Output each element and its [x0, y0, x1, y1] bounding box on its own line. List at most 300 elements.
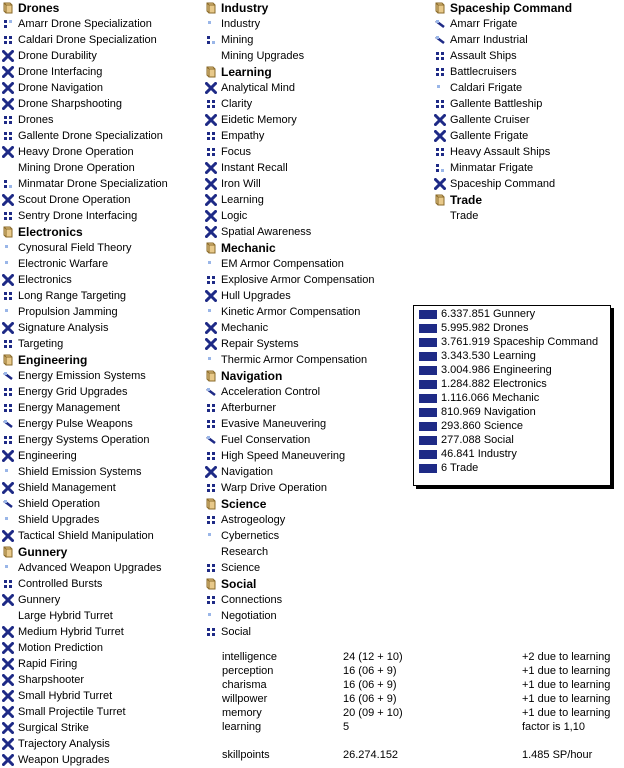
level-4-dots-icon	[435, 147, 445, 157]
skill-item[interactable]	[203, 256, 374, 272]
level-1-dot-icon	[206, 19, 216, 29]
book-icon	[2, 2, 14, 14]
level-1-dot-icon	[3, 259, 13, 269]
attribute-note: +1 due to learning	[522, 707, 611, 719]
book-icon	[205, 370, 217, 382]
category-header[interactable]	[0, 544, 168, 560]
skill-name: Shield Operation	[18, 498, 100, 510]
level-2-line-icon	[435, 35, 445, 45]
attribute-value: 16 (06 + 9)	[343, 665, 397, 677]
summary-bar	[419, 380, 437, 389]
skill-item[interactable]	[0, 656, 168, 672]
skill-item[interactable]	[0, 112, 168, 128]
book-icon	[205, 242, 217, 254]
skill-name: Surgical Strike	[18, 722, 89, 734]
skill-name: Caldari Frigate	[450, 82, 523, 94]
skill-item[interactable]	[0, 432, 168, 448]
summary-bar	[419, 310, 437, 319]
skill-name: Mining Upgrades	[221, 50, 305, 62]
skill-item[interactable]	[0, 496, 168, 512]
skill-name: Learning	[221, 194, 264, 206]
category-title: Drones	[18, 1, 60, 15]
summary-bar	[419, 408, 437, 417]
skill-name: Eidetic Memory	[221, 114, 297, 126]
skill-name: Signature Analysis	[18, 322, 109, 334]
skill-name: Trajectory Analysis	[18, 738, 110, 750]
skill-name: Negotiation	[221, 610, 277, 622]
level-5-x-icon	[2, 274, 14, 286]
summary-bar	[419, 338, 437, 347]
summary-row	[414, 461, 610, 475]
skill-name: Amarr Frigate	[450, 18, 518, 30]
summary-bar	[419, 352, 437, 361]
level-4-dots-icon	[206, 403, 216, 413]
attribute-row	[222, 664, 622, 678]
category-header[interactable]	[203, 240, 374, 256]
level-1-dot-icon	[3, 307, 13, 317]
level-4-dots-icon	[206, 515, 216, 525]
summary-bar	[419, 436, 437, 445]
category-title: Mechanic	[221, 241, 276, 255]
category-header[interactable]	[0, 352, 168, 368]
level-4-dots-icon	[206, 131, 216, 141]
skill-item[interactable]	[0, 672, 168, 688]
level-0-icon	[3, 163, 13, 173]
attribute-row	[222, 678, 622, 692]
category-title: Trade	[450, 193, 483, 207]
skill-item[interactable]	[0, 96, 168, 112]
skill-item[interactable]	[203, 512, 374, 528]
level-2-dots-icon	[3, 179, 13, 189]
attribute-label: intelligence	[222, 651, 278, 663]
skill-item[interactable]	[432, 16, 572, 32]
skill-item[interactable]	[0, 592, 168, 608]
skill-item[interactable]	[0, 704, 168, 720]
level-4-dots-icon	[206, 451, 216, 461]
level-5-x-icon	[2, 690, 14, 702]
level-4-dots-icon	[3, 35, 13, 45]
skill-item[interactable]	[203, 224, 374, 240]
level-5-x-icon	[2, 98, 14, 110]
level-1-dot-icon	[206, 531, 216, 541]
skill-item[interactable]	[432, 64, 572, 80]
book-icon	[205, 498, 217, 510]
skill-item[interactable]	[203, 464, 374, 480]
category-header[interactable]	[0, 224, 168, 240]
level-2-line-icon	[206, 387, 216, 397]
attribute-row	[222, 692, 622, 706]
skill-item[interactable]	[203, 96, 374, 112]
level-4-dots-icon	[3, 403, 13, 413]
skill-name: High Speed Maneuvering	[221, 450, 346, 462]
skill-item[interactable]	[203, 560, 374, 576]
book-icon	[2, 354, 14, 366]
skill-item[interactable]	[432, 80, 572, 96]
skill-name: Shield Management	[18, 482, 116, 494]
level-5-x-icon	[205, 226, 217, 238]
skill-item[interactable]	[203, 288, 374, 304]
summary-bar	[419, 464, 437, 473]
level-4-dots-icon	[435, 67, 445, 77]
level-2-line-icon	[3, 499, 13, 509]
skill-name: Evasive Maneuvering	[221, 418, 327, 430]
skill-item[interactable]	[203, 208, 374, 224]
skill-name: Afterburner	[221, 402, 277, 414]
summary-label: 1.116.066 Mechanic	[441, 392, 540, 404]
skill-item[interactable]	[203, 48, 374, 64]
skill-name: Research	[221, 546, 269, 558]
skill-name: Drone Durability	[18, 50, 97, 62]
skill-item[interactable]	[432, 160, 572, 176]
skill-item[interactable]	[0, 128, 168, 144]
skill-item[interactable]	[203, 624, 374, 640]
skill-item[interactable]	[432, 96, 572, 112]
skill-name: Gallente Drone Specialization	[18, 130, 163, 142]
level-1-dot-icon	[206, 259, 216, 269]
skill-item[interactable]	[0, 16, 168, 32]
level-5-x-icon	[434, 178, 446, 190]
skill-item[interactable]	[0, 560, 168, 576]
attribute-note: factor is 1,10	[522, 721, 585, 733]
skill-item[interactable]	[203, 448, 374, 464]
level-5-x-icon	[205, 194, 217, 206]
skill-name: Explosive Armor Compensation	[221, 274, 375, 286]
skill-name: EM Armor Compensation	[221, 258, 344, 270]
level-2-dots-icon	[206, 35, 216, 45]
skill-item[interactable]	[0, 160, 168, 176]
level-1-dot-icon	[3, 563, 13, 573]
level-5-x-icon	[205, 466, 217, 478]
summary-row	[414, 335, 610, 349]
attribute-note: 1.485 SP/hour	[522, 749, 593, 761]
level-5-x-icon	[205, 322, 217, 334]
skill-item[interactable]	[0, 400, 168, 416]
skill-name: Mechanic	[221, 322, 269, 334]
summary-label: 293.860 Science	[441, 420, 523, 432]
attribute-label: skillpoints	[222, 749, 270, 761]
skill-item[interactable]	[203, 272, 374, 288]
skill-name: Electronics	[18, 274, 72, 286]
level-1-dot-icon	[3, 467, 13, 477]
level-4-dots-icon	[3, 339, 13, 349]
category-header[interactable]	[203, 0, 374, 16]
level-4-dots-icon	[206, 275, 216, 285]
skill-item[interactable]	[0, 720, 168, 736]
attribute-label: memory	[222, 707, 262, 719]
skill-item[interactable]	[203, 112, 374, 128]
category-header[interactable]	[203, 496, 374, 512]
level-4-dots-icon	[435, 99, 445, 109]
category-header[interactable]	[203, 576, 374, 592]
skill-name: Energy Pulse Weapons	[18, 418, 133, 430]
skill-name: Fuel Conservation	[221, 434, 311, 446]
skill-name: Sentry Drone Interfacing	[18, 210, 138, 222]
skill-item[interactable]	[203, 320, 374, 336]
skill-item[interactable]	[432, 208, 572, 224]
skill-item[interactable]	[432, 32, 572, 48]
skill-name: Minmatar Frigate	[450, 162, 534, 174]
level-5-x-icon	[2, 530, 14, 542]
skill-name: Astrogeology	[221, 514, 286, 526]
skill-item[interactable]	[0, 176, 168, 192]
skill-item[interactable]	[0, 288, 168, 304]
skill-name: Targeting	[18, 338, 64, 350]
attribute-value: 5	[343, 721, 350, 733]
skill-item[interactable]	[432, 176, 572, 192]
level-5-x-icon	[205, 114, 217, 126]
skill-name: Gallente Cruiser	[450, 114, 530, 126]
category-title: Science	[221, 497, 267, 511]
skill-name: Empathy	[221, 130, 265, 142]
skill-name: Focus	[221, 146, 251, 158]
skillpoints-row	[222, 748, 622, 762]
level-2-line-icon	[3, 371, 13, 381]
skill-item[interactable]	[203, 352, 374, 368]
skill-name: Connections	[221, 594, 283, 606]
skill-name: Instant Recall	[221, 162, 288, 174]
level-4-dots-icon	[3, 291, 13, 301]
skillpoints-summary-panel	[413, 305, 611, 486]
category-header[interactable]	[432, 192, 572, 208]
level-5-x-icon	[2, 674, 14, 686]
skill-item[interactable]	[0, 608, 168, 624]
skill-name: Motion Prediction	[18, 642, 103, 654]
summary-label: 46.841 Industry	[441, 448, 517, 460]
skill-item[interactable]	[0, 208, 168, 224]
attribute-label: willpower	[222, 693, 268, 705]
summary-bar	[419, 422, 437, 431]
summary-label: 6 Trade	[441, 462, 479, 474]
skill-item[interactable]	[0, 528, 168, 544]
category-header[interactable]	[203, 368, 374, 384]
level-1-dots-icon	[3, 19, 13, 29]
level-2-line-icon	[435, 19, 445, 29]
skill-name: Hull Upgrades	[221, 290, 291, 302]
level-4-dots-icon	[206, 627, 216, 637]
skill-name: Trade	[450, 210, 479, 222]
level-5-x-icon	[205, 82, 217, 94]
skill-item[interactable]	[0, 32, 168, 48]
skill-name: Shield Upgrades	[18, 514, 100, 526]
skill-item[interactable]	[0, 192, 168, 208]
level-1-dot-icon	[206, 611, 216, 621]
level-0-icon	[206, 547, 216, 557]
skill-name: Industry	[221, 18, 261, 30]
level-5-x-icon	[2, 642, 14, 654]
skill-name: Sharpshooter	[18, 674, 85, 686]
skill-item[interactable]	[203, 32, 374, 48]
skill-name: Mining	[221, 34, 254, 46]
skill-item[interactable]	[0, 272, 168, 288]
skill-name: Gunnery	[18, 594, 61, 606]
skill-item[interactable]	[432, 144, 572, 160]
skill-item[interactable]	[0, 48, 168, 64]
skill-column-middle	[203, 0, 374, 640]
attribute-note: +2 due to learning	[522, 651, 611, 663]
skill-item[interactable]	[432, 128, 572, 144]
skill-item[interactable]	[0, 368, 168, 384]
level-4-dots-icon	[206, 563, 216, 573]
level-5-x-icon	[2, 594, 14, 606]
skill-item[interactable]	[203, 384, 374, 400]
attribute-value: 24 (12 + 10)	[343, 651, 403, 663]
summary-label: 3.761.919 Spaceship Command	[441, 336, 599, 348]
skill-name: Caldari Drone Specialization	[18, 34, 157, 46]
level-5-x-icon	[2, 82, 14, 94]
attribute-row	[222, 720, 622, 734]
book-icon	[2, 546, 14, 558]
summary-bar	[419, 366, 437, 375]
summary-row	[414, 321, 610, 335]
skill-item[interactable]	[203, 528, 374, 544]
category-title: Industry	[221, 1, 269, 15]
skill-item[interactable]	[0, 416, 168, 432]
skill-item[interactable]	[203, 304, 374, 320]
level-5-x-icon	[2, 738, 14, 750]
skill-name: Iron Will	[221, 178, 261, 190]
skill-item[interactable]	[0, 384, 168, 400]
summary-bar	[419, 324, 437, 333]
skill-item[interactable]	[0, 64, 168, 80]
skill-item[interactable]	[0, 320, 168, 336]
skill-name: Amarr Industrial	[450, 34, 528, 46]
skill-item[interactable]	[0, 144, 168, 160]
skill-item[interactable]	[203, 400, 374, 416]
skill-name: Spaceship Command	[450, 178, 556, 190]
skill-item[interactable]	[0, 512, 168, 528]
skill-item[interactable]	[0, 464, 168, 480]
skill-item[interactable]	[203, 176, 374, 192]
skill-item[interactable]	[0, 688, 168, 704]
level-4-dots-icon	[3, 579, 13, 589]
skill-name: Rapid Firing	[18, 658, 78, 670]
level-2-line-icon	[206, 435, 216, 445]
skill-name: Drone Sharpshooting	[18, 98, 122, 110]
skill-name: Logic	[221, 210, 248, 222]
skill-item[interactable]	[203, 480, 374, 496]
level-5-x-icon	[434, 114, 446, 126]
skill-item[interactable]	[203, 144, 374, 160]
skill-column-left	[0, 0, 168, 768]
attribute-row	[222, 706, 622, 720]
level-5-x-icon	[2, 482, 14, 494]
level-5-x-icon	[2, 754, 14, 766]
skill-name: Battlecruisers	[450, 66, 517, 78]
category-title: Spaceship Command	[450, 1, 573, 15]
skill-name: Scout Drone Operation	[18, 194, 131, 206]
skill-item[interactable]	[0, 640, 168, 656]
level-0-icon	[435, 211, 445, 221]
category-header[interactable]	[432, 0, 572, 16]
level-5-x-icon	[2, 322, 14, 334]
level-4-dots-icon	[3, 131, 13, 141]
level-5-x-icon	[2, 194, 14, 206]
skill-item[interactable]	[203, 128, 374, 144]
skill-item[interactable]	[0, 736, 168, 752]
level-5-x-icon	[2, 626, 14, 638]
level-5-x-icon	[434, 130, 446, 142]
skill-name: Energy Management	[18, 402, 121, 414]
category-header[interactable]	[0, 0, 168, 16]
skill-column-right	[432, 0, 572, 224]
skill-name: Minmatar Drone Specialization	[18, 178, 168, 190]
category-title: Navigation	[221, 369, 283, 383]
summary-row	[414, 419, 610, 433]
skill-item[interactable]	[203, 336, 374, 352]
skill-item[interactable]	[203, 416, 374, 432]
skill-name: Repair Systems	[221, 338, 299, 350]
book-icon	[434, 2, 446, 14]
skill-item[interactable]	[0, 304, 168, 320]
skill-item[interactable]	[0, 480, 168, 496]
level-5-x-icon	[205, 162, 217, 174]
attribute-label: learning	[222, 721, 262, 733]
skill-name: Assault Ships	[450, 50, 517, 62]
level-4-dots-icon	[3, 211, 13, 221]
skill-name: Social	[221, 626, 251, 638]
skill-name: Drone Navigation	[18, 82, 103, 94]
category-title: Engineering	[18, 353, 88, 367]
category-header[interactable]	[203, 64, 374, 80]
skill-name: Kinetic Armor Compensation	[221, 306, 361, 318]
level-4-dots-icon	[3, 387, 13, 397]
level-2-line-icon	[3, 419, 13, 429]
skill-item[interactable]	[0, 624, 168, 640]
skill-item[interactable]	[203, 592, 374, 608]
skill-item[interactable]	[0, 256, 168, 272]
level-1-dot-icon	[3, 243, 13, 253]
level-4-dots-icon	[3, 115, 13, 125]
skill-name: Gallente Battleship	[450, 98, 543, 110]
book-icon	[205, 66, 217, 78]
skill-item[interactable]	[203, 16, 374, 32]
level-5-x-icon	[205, 210, 217, 222]
level-1-dot-icon	[206, 355, 216, 365]
skill-item[interactable]	[0, 448, 168, 464]
skill-item[interactable]	[203, 80, 374, 96]
level-4-dots-icon	[206, 595, 216, 605]
skill-name: Advanced Weapon Upgrades	[18, 562, 162, 574]
skill-item[interactable]	[203, 192, 374, 208]
attribute-label: perception	[222, 665, 274, 677]
skill-name: Drone Interfacing	[18, 66, 103, 78]
skill-item[interactable]	[203, 432, 374, 448]
skill-item[interactable]	[203, 608, 374, 624]
skill-item[interactable]	[203, 544, 374, 560]
summary-bar	[419, 450, 437, 459]
skill-item[interactable]	[0, 80, 168, 96]
skill-item[interactable]	[432, 112, 572, 128]
skill-name: Controlled Bursts	[18, 578, 103, 590]
book-icon	[205, 2, 217, 14]
attribute-value: 16 (06 + 9)	[343, 679, 397, 691]
skill-item[interactable]	[203, 160, 374, 176]
skill-name: Energy Emission Systems	[18, 370, 146, 382]
skill-name: Cybernetics	[221, 530, 280, 542]
skill-item[interactable]	[0, 752, 168, 768]
skill-name: Science	[221, 562, 261, 574]
level-1-dot-icon	[206, 307, 216, 317]
skill-item[interactable]	[0, 336, 168, 352]
attribute-note: +1 due to learning	[522, 693, 611, 705]
level-5-x-icon	[205, 178, 217, 190]
skill-item[interactable]	[0, 240, 168, 256]
skill-item[interactable]	[0, 576, 168, 592]
skill-name: Clarity	[221, 98, 253, 110]
skill-item[interactable]	[432, 48, 572, 64]
skill-name: Cynosural Field Theory	[18, 242, 132, 254]
level-5-x-icon	[205, 338, 217, 350]
